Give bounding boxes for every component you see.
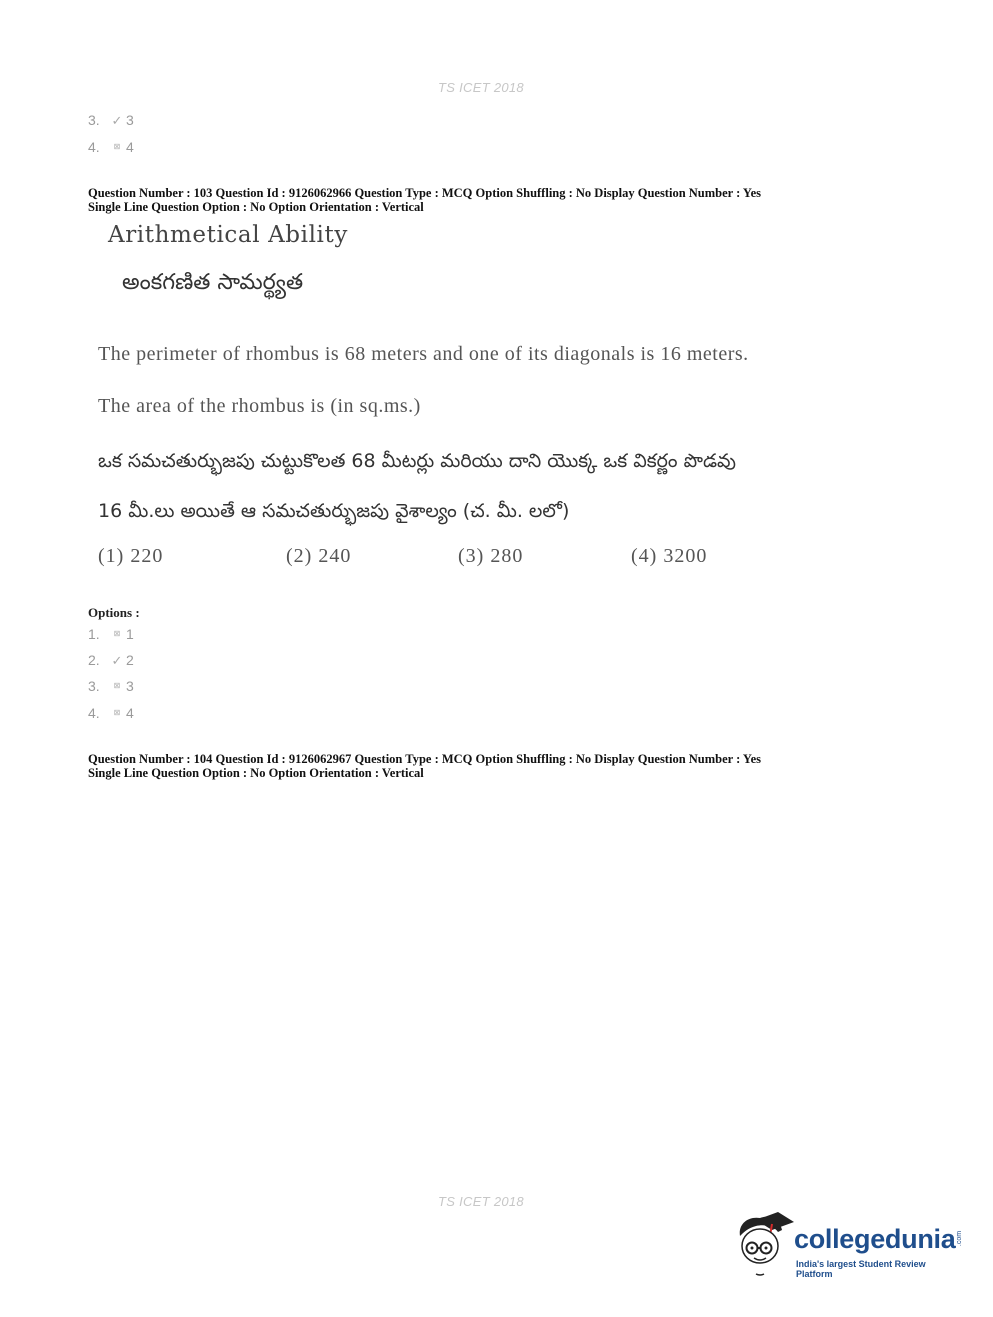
option-3 — [88, 678, 134, 694]
wrong-cross-icon: ⊠ — [113, 629, 121, 638]
prev-option-4 — [88, 139, 134, 155]
option-value: 1 — [126, 626, 134, 642]
q103-meta-line-1: Question Number : 103 Question Id : 9126062966 Question Type : MCQ Option Shuffling : No Display Question Number : Yes — [88, 186, 761, 200]
option-number: 1. — [88, 626, 100, 642]
choice-3: (3) 280 — [458, 545, 524, 567]
q104-meta-line-2: Single Line Question Option : No Option Orientation : Vertical — [88, 766, 424, 780]
option-number: 4. — [88, 705, 100, 721]
q104-meta-line-1: Question Number : 104 Question Id : 9126062967 Question Type : MCQ Option Shuffling : No Display Question Number : Yes — [88, 752, 761, 766]
option-4 — [88, 705, 134, 721]
logo-wordmark: collegedunia — [794, 1224, 956, 1254]
question-text-english-line-2: The area of the rhombus is (in sq.ms.) — [98, 395, 421, 417]
subject-title-english: Arithmetical Ability — [108, 222, 348, 248]
footer-watermark: TS ICET 2018 — [438, 1194, 524, 1209]
option-2 — [88, 652, 134, 669]
options-label: Options : — [88, 605, 140, 620]
choice-1: (1) 220 — [98, 545, 164, 567]
mascot-icon — [734, 1210, 796, 1278]
option-value: 4 — [126, 139, 134, 155]
header-watermark: TS ICET 2018 — [438, 80, 524, 95]
option-value: 4 — [126, 705, 134, 721]
logo-tagline: India's largest Student Review Platform — [796, 1259, 926, 1279]
prev-option-3 — [88, 112, 134, 129]
wrong-cross-icon: ⊠ — [113, 681, 121, 690]
choice-4: (4) 3200 — [631, 545, 708, 567]
option-value: 2 — [126, 652, 134, 668]
option-1 — [88, 626, 134, 642]
option-number: 4. — [88, 139, 100, 155]
correct-check-icon: ✓ — [111, 113, 123, 128]
correct-check-icon: ✓ — [111, 653, 123, 668]
option-value: 3 — [126, 112, 134, 128]
subject-title-telugu: అంకగణిత సామర్థ్యత — [122, 270, 304, 295]
wrong-cross-icon: ⊠ — [113, 708, 121, 717]
option-number: 2. — [88, 652, 100, 668]
option-number: 3. — [88, 678, 100, 694]
choice-2: (2) 240 — [286, 545, 352, 567]
question-text-telugu-line-1: ఒక సమచతుర్భుజపు చుట్టుకొలత 68 మీటర్లు మరియు దాని యొక్క ఒక వికర్ణం పొడవు — [98, 450, 736, 472]
option-value: 3 — [126, 678, 134, 694]
collegedunia-logo[interactable] — [734, 1210, 964, 1280]
logo-dot-com: .com — [956, 1230, 964, 1247]
option-number: 3. — [88, 112, 100, 128]
wrong-cross-icon: ⊠ — [113, 142, 121, 151]
question-text-telugu-line-2: 16 మీ.లు అయితే ఆ సమచతుర్భుజపు వైశాల్యం (చ. మీ. లలో) — [98, 500, 570, 522]
q103-meta-line-2: Single Line Question Option : No Option Orientation : Vertical — [88, 200, 424, 214]
question-text-english-line-1: The perimeter of rhombus is 68 meters and one of its diagonals is 16 meters. — [98, 343, 749, 365]
